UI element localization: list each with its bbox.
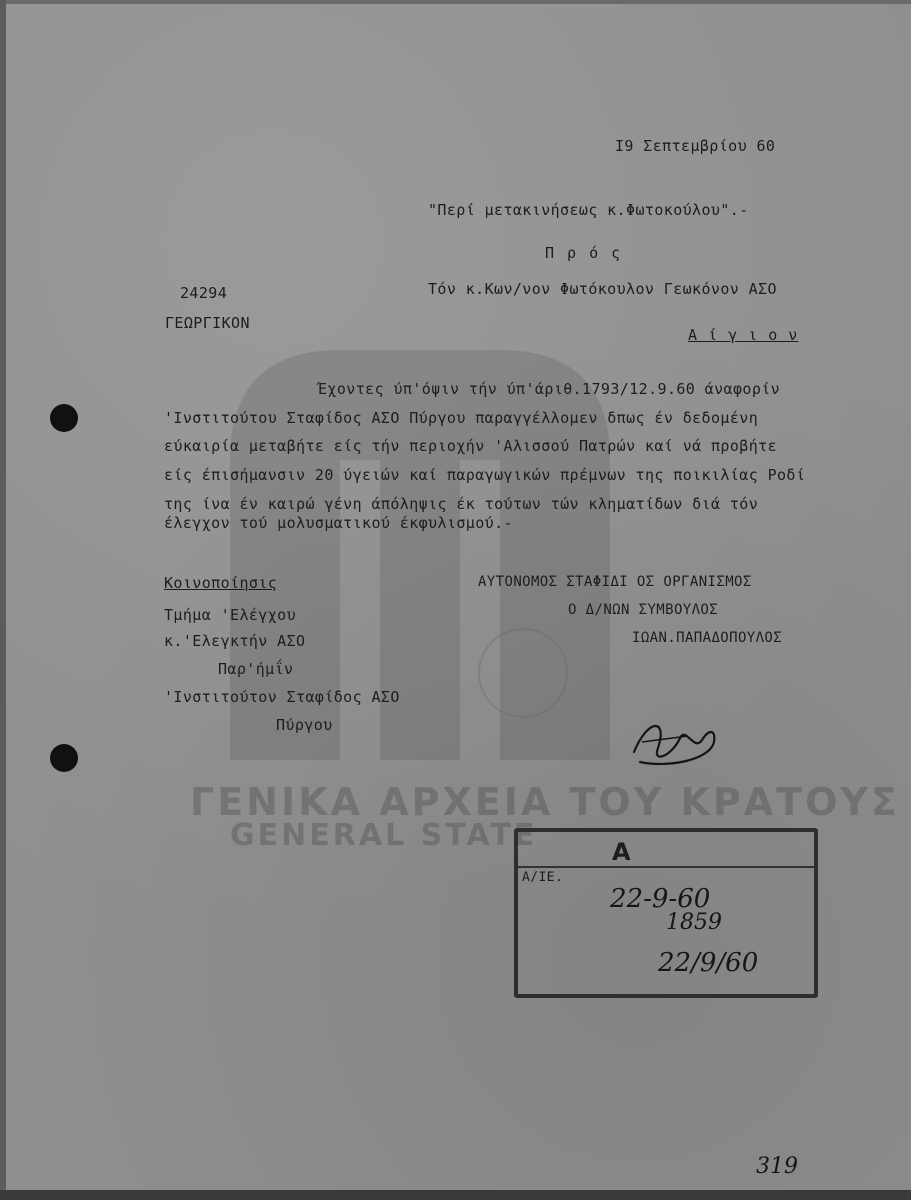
letter-pros: Π ρ ό ς — [545, 244, 623, 262]
letter-recipient: Τόν κ.Κων/νον Φωτόκουλον Γεωκόνον ΑΣΟ — [428, 280, 777, 298]
letter-date: Ι9 Σεπτεμβρίου 60 — [615, 137, 776, 155]
stamp-divider — [518, 866, 814, 868]
watermark-text-english: GENERAL STATE — [230, 818, 538, 853]
scan-edge-bottom — [0, 1190, 911, 1200]
department-label: ΓΕΩΡΓΙΚΟΝ — [165, 314, 250, 332]
scan-edge-left — [0, 0, 6, 1200]
watermark-text-greek: ΓΕΝΙΚΑ ΑΡΧΕΙΑ ΤΟΥ ΚΡΑΤΟΥΣ — [190, 780, 900, 824]
reference-number: 24294 — [180, 284, 228, 302]
signature-name: ΙΩΑΝ.ΠΑΠΑΔΟΠΟΥΛΟΣ — [632, 630, 783, 646]
body-line-5: της ίνα έν καιρώ γένη άπόληψις έκ τούτων τών κληματίδων διά τόν — [164, 495, 759, 513]
body-line-3: εύκαιρία μεταβήτε είς τήν περιοχήν 'Αλισσού Πατρών καί νά προβήτε — [164, 437, 777, 455]
recipient-city: Α ί γ ι ο ν — [688, 326, 799, 344]
scan-edge-top — [0, 0, 911, 4]
cc-heading: Κοινοποίησις — [164, 574, 278, 592]
cc-line-4: 'Ινστιτούτον Σταφίδος ΑΣΟ — [164, 688, 400, 706]
cc-line-5: Πύργου — [276, 716, 333, 734]
faint-seal-stamp — [478, 628, 568, 718]
binder-hole-bottom — [50, 744, 78, 772]
cc-line-3: Παρ'ήμΐν — [218, 660, 294, 678]
letter-subject: "Περί μετακινήσεως κ.Φωτοκούλου".- — [428, 201, 749, 219]
stamp-number-label: Α/ΙΕ. — [522, 870, 564, 885]
body-line-6: έλεγχον τού μολυσματικού έκφυλισμού.- — [164, 514, 513, 532]
handwritten-signature — [628, 712, 720, 772]
stamp-handwritten-date-1: 22-9-60 — [610, 884, 711, 914]
binder-hole-top — [50, 404, 78, 432]
body-line-2: 'Ινστιτούτου Σταφίδος ΑΣΟ Πύργου παραγγέλλομεν δπως έν δεδομένη — [164, 409, 759, 427]
signature-organization: ΑΥΤΟΝΟΜΟΣ ΣΤΑΦΙΔΙ ΟΣ ΟΡΓΑΝΙΣΜΟΣ — [478, 574, 752, 590]
stamp-handwritten-date-2: 22/9/60 — [658, 948, 759, 978]
cc-line-1: Τμήμα 'Ελέγχου — [164, 606, 297, 624]
body-line-1: Έχοντες ύπ'όψιν τήν ύπ'άριθ.1793/12.9.60 άναφορίν — [318, 380, 781, 398]
stamp-letter: A — [612, 838, 631, 866]
body-line-4: είς έπισήμανσιν 20 ύγειών καί παραγωγικών πρέμνων της ποικιλίας Ροδί — [164, 466, 806, 484]
stamp-handwritten-number: 1859 — [666, 910, 722, 935]
page-number: 319 — [756, 1154, 798, 1179]
signature-title: Ο Δ/ΝΩΝ ΣΥΜΒΟΥΛΟΣ — [568, 602, 719, 618]
cc-line-2: κ.'Ελεγκτήν ΑΣΟ — [164, 632, 306, 650]
